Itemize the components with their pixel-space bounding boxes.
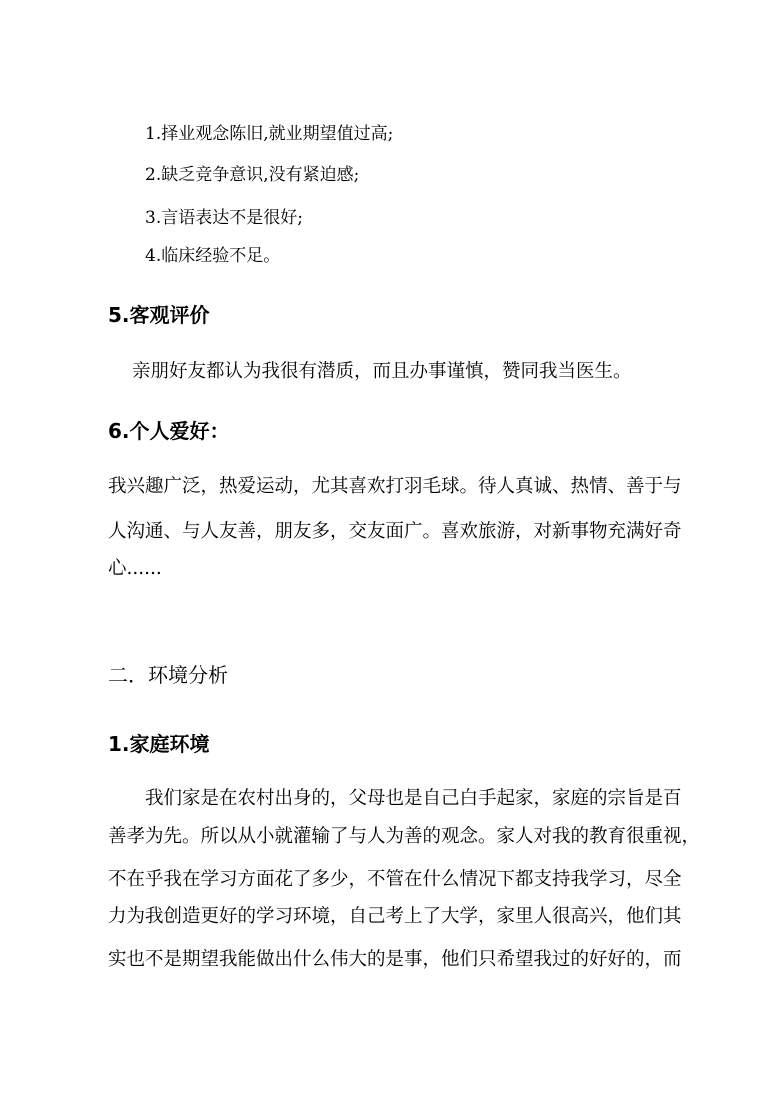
list-item-1: 1.择业观念陈旧,就业期望值过高; [145, 124, 394, 144]
evaluation-text: 亲朋好友都认为我很有潜质，而且办事谨慎，赞同我当医生。 [132, 361, 632, 382]
family-line-4: 力为我创造更好的学习环境，自己考上了大学，家里人很高兴，他们其 [108, 906, 682, 927]
family-line-1: 我们家是在农村出身的，父母也是自己白手起家，家庭的宗旨是百 [145, 788, 682, 809]
list-item-3: 3.言语表达不是很好; [145, 208, 303, 228]
family-heading: 1.家庭环境 [108, 732, 210, 756]
evaluation-heading: 5.客观评价 [108, 303, 210, 327]
family-line-2: 善孝为先。所以从小就灌输了与人为善的观念。家人对我的教育很重视， [108, 826, 701, 847]
family-line-3: 不在乎我在学习方面花了多少，不管在什么情况下都支持我学习，尽全 [108, 869, 682, 890]
hobbies-line-1: 我兴趣广泛，热爱运动，尤其喜欢打羽毛球。待人真诚、热情、善于与 [108, 476, 682, 497]
list-item-2: 2.缺乏竞争意识,没有紧迫感; [145, 165, 360, 185]
list-item-4: 4.临床经验不足。 [145, 246, 281, 266]
hobbies-line-2: 人沟通、与人友善，朋友多，交友面广。喜欢旅游，对新事物充满好奇 [108, 521, 682, 542]
hobbies-heading: 6.个人爱好： [108, 419, 230, 443]
environment-section-heading: 二．环境分析 [108, 663, 228, 687]
family-line-5: 实也不是期望我能做出什么伟大的是事，他们只希望我过的好好的，而 [108, 949, 682, 970]
hobbies-line-3: 心...... [108, 558, 162, 579]
